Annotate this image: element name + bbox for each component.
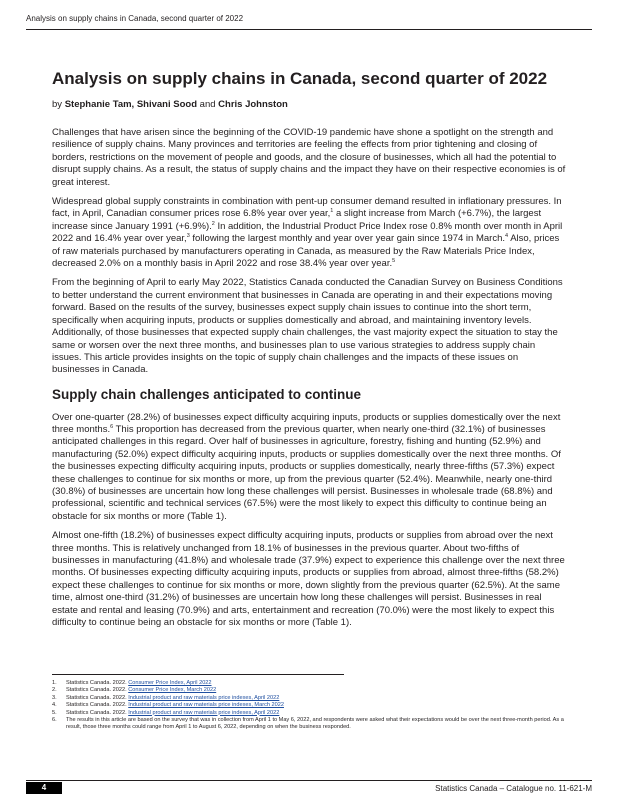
footnote-number: 1. <box>52 680 57 686</box>
text-run: Over one-quarter (28.2%) of businesses expect difficulty acquiring inputs, products or supplies domestically over the next three months. <box>52 411 561 435</box>
footnote-ref-5[interactable]: 5 <box>392 257 396 264</box>
text-run: This proportion has decreased from the previous quarter, when nearly one-third (32.1%) of businesses anticipated challenges in this regard. Over half of businesses in agriculture, forestry, fishing and hunting (52.9%) and manufacturing (52.0%) expect difficulty acquiring inputs, products or supplies domestically over the next three months. Of the businesses expecting difficulty acquiring inputs, products or supplies domestically, nearly three-fifths (57.3%) expect these challenges to continue for six months or more, up from the previous quarter (52.4%). Meanwhile, nearly one-third (30.8%) of businesses are uncertain how long these challenges will persist. Businesses in wholesale trade (68.8%) and professional, scientific and technical services (67.5%) were the most likely to expect this difficulty to continue being an obstacle for six months or more (Table 1). <box>52 423 561 522</box>
byline-authors: Stephanie Tam, Shivani Sood <box>64 99 198 110</box>
footnote-number: 5. <box>52 709 57 716</box>
footnote-item <box>52 680 566 687</box>
footnote-ref-1[interactable]: 1 <box>330 208 334 215</box>
footnote-link[interactable]: Consumer Price Index, April 2022 <box>128 680 212 686</box>
footnote-source: Statistics Canada. 2022. <box>66 702 127 709</box>
footnote-item <box>52 702 566 709</box>
footnote-ref-3[interactable]: 3 <box>186 233 190 240</box>
catalogue-info: Statistics Canada – Catalogue no. 11-621-M <box>435 784 592 793</box>
footnote-link[interactable]: Industrial product and raw materials price indexes, March 2022 <box>128 702 284 709</box>
footnote-ref-4[interactable]: 4 <box>505 233 509 240</box>
footnote-divider <box>52 674 344 675</box>
domestic-paragraph <box>52 412 566 524</box>
footnote-ref-6[interactable]: 6 <box>110 423 114 430</box>
running-header: Analysis on supply chains in Canada, second quarter of 2022 <box>26 14 592 30</box>
footnote-item <box>52 710 566 717</box>
footnote-source: Statistics Canada. 2022. <box>66 687 127 694</box>
footnote-source: Statistics Canada. 2022. <box>66 694 127 701</box>
survey-paragraph: From the beginning of April to early May 2022, Statistics Canada conducted the Canadian Survey on Business Conditions to better understand the current environment that businesses in Canada are operating in and their expectations moving forward. Based on the results of the survey, businesses expect supply chain issues to continue into the short term, specifically when acquiring inputs, products or supplies domestically and abroad, and maintaining inventory levels. Additionally, of those businesses that expected supply chain challenges, the vast majority expect the situation to stay the same or worsen over the next three months, and businesses plan to use various strategies to address supply chain issues. This article provides insights on the topic of supply chain challenges and the impacts of these issues on businesses in Canada. <box>52 277 563 376</box>
footnote-text <box>66 695 279 702</box>
footnote-link[interactable]: Industrial product and raw materials price indexes, April 2022 <box>128 694 280 701</box>
abroad-paragraph: Almost one-fifth (18.2%) of businesses expect difficulty acquiring inputs, products or supplies from abroad over the next three months. This is relatively unchanged from 18.1% of businesses in the previous quarter. About two-fifths of businesses in manufacturing (41.8%) and wholesale trade (37.9%) expect to experience this challenge over the next three months. Of businesses expecting difficulty acquiring inputs, products or supplies from abroad, almost three-fifths (58.2%) expect these challenges to continue for six months or more, down slightly from the previous quarter (62.5%). At the same time, almost one-third (31.2%) of businesses are uncertain how long these challenges will persist. Businesses in real estate and rental and leasing (70.9%) and arts, entertainment and recreation (70.0%) were the most likely to expect this difficulty to continue being an obstacle for six months or more (Table 1). <box>52 530 565 629</box>
text-run: a slight increase from March (+6.7%), the largest increase since January 1991 (+6.9%). <box>52 208 542 232</box>
footnote-item <box>52 687 566 694</box>
inflation-paragraph <box>52 196 566 270</box>
byline-last-author: Chris Johnston <box>218 99 288 110</box>
footnote-item <box>52 717 566 732</box>
footnote-text <box>66 680 212 687</box>
footnote-number: 6. <box>52 717 57 724</box>
byline-conjunction: and <box>199 99 216 110</box>
footnote-link[interactable]: Consumer Price Index, March 2022 <box>128 687 217 694</box>
footnote-ref-2[interactable]: 2 <box>211 220 215 227</box>
footnote-number: 3. <box>52 694 57 701</box>
byline-prefix: by <box>52 99 63 110</box>
footnote-number: 2. <box>52 687 57 694</box>
text-run: following the largest monthly and year over year gain since 1974 in March. <box>189 233 506 245</box>
footnote-link[interactable]: Industrial product and raw materials price indexes, April 2022 <box>128 709 280 716</box>
page-number: 4 <box>26 782 62 794</box>
text-run: Also, prices of raw materials purchased by manufacturers operating in Canada, as measured by the Raw Materials Price Index, decreased 2.0% on a monthly basis in April 2022 and rose 38.4% year over year. <box>52 233 560 270</box>
text-run: In addition, the Industrial Product Price Index rose 0.8% month over month in April 2022 and 16.4% year over year, <box>52 220 563 245</box>
footnotes <box>52 680 566 732</box>
footnote-text <box>66 710 279 717</box>
footnote-source: Statistics Canada. 2022. <box>66 680 127 686</box>
footnote-source: Statistics Canada. 2022. <box>66 709 127 716</box>
article-title: Analysis on supply chains in Canada, second quarter of 2022 <box>52 69 548 88</box>
text-run: Widespread global supply constraints in combination with pent-up consumer demand resulted in inflationary pressures. In fact, in April, Canadian consumer prices rose 6.8% year over year, <box>52 196 562 220</box>
intro-paragraph: Challenges that have arisen since the beginning of the COVID-19 pandemic have shone a spotlight on the strength and resilience of supply chains. Many provinces and territories are feeling the effects from prior tightening and closing of borders, restrictions on the movement of people and goods, and the closure of businesses, which all had the potential to disrupt supply chains. As a result, the status of supply chains and the impact they have on their respective economies is of great interest. <box>52 127 566 188</box>
footnote-text: The results in this article are based on the survey that was in collection from April 1 to May 6, 2022, and respondents were asked what their expectations would be over the next three-month period. As a result, those three months could range from April 1 to August 6, 2022, depending on when the business responded. <box>66 717 564 731</box>
footer-divider <box>26 780 592 781</box>
footnote-text <box>66 687 216 694</box>
footnote-text <box>66 702 284 709</box>
byline <box>52 99 288 110</box>
footnote-item <box>52 695 566 702</box>
article-body <box>52 127 566 636</box>
footnote-number: 4. <box>52 702 57 709</box>
section-heading: Supply chain challenges anticipated to continue <box>52 386 362 402</box>
